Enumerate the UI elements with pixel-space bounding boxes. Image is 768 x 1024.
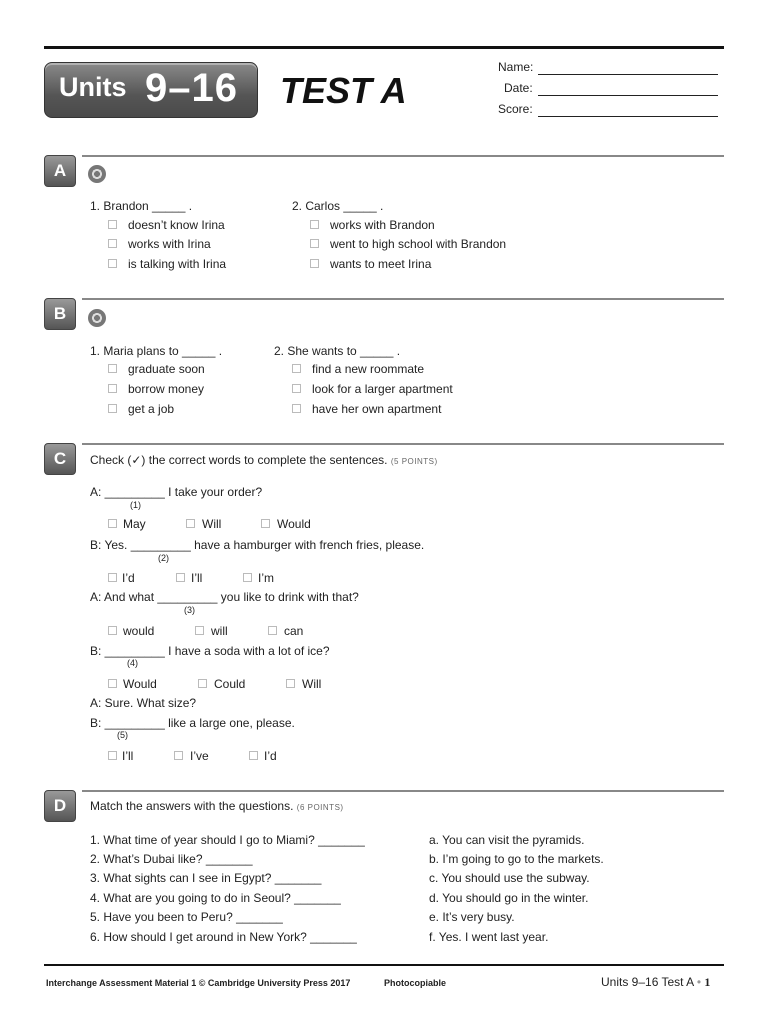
checkbox[interactable] — [310, 239, 319, 248]
checkbox[interactable] — [286, 679, 295, 688]
blank-number: (1) — [130, 500, 141, 510]
match-answer: a. You can visit the pyramids. — [429, 833, 585, 847]
option-label: I’d — [264, 749, 277, 763]
section-b-q1-stem: 1. Maria plans to _____ . — [90, 344, 223, 358]
checkbox[interactable] — [108, 220, 117, 229]
checkbox[interactable] — [108, 751, 117, 760]
footer-photocopiable: Photocopiable — [384, 978, 447, 988]
option-label: I’m — [258, 571, 274, 585]
section-c-instruction — [90, 453, 438, 467]
dialogue-line: B: _________ like a large one, please. — [90, 716, 295, 730]
match-question: 2. What’s Dubai like? _______ — [90, 852, 253, 866]
section-c-badge: C — [44, 443, 76, 475]
option-label: look for a larger apartment — [312, 382, 453, 396]
match-answer: f. Yes. I went last year. — [429, 930, 549, 944]
option-label: will — [211, 624, 228, 638]
section-b-rule — [82, 298, 724, 300]
option-label: works with Irina — [128, 237, 211, 251]
section-b-badge: B — [44, 298, 76, 330]
checkbox[interactable] — [292, 364, 301, 373]
option-label: I’ll — [122, 749, 134, 763]
option-label: doesn’t know Irina — [128, 218, 225, 232]
score-label: Score: — [498, 102, 533, 116]
option-label: would — [123, 624, 155, 638]
section-c-rule — [82, 443, 724, 445]
test-title: TEST A — [280, 70, 407, 111]
section-a-rule — [82, 155, 724, 157]
option-label: May — [123, 517, 146, 531]
option-label: works with Brandon — [330, 218, 435, 232]
bullet-icon: • — [696, 975, 702, 989]
audio-icon[interactable] — [88, 309, 106, 327]
date-label: Date: — [504, 81, 533, 95]
section-b-q2-stem: 2. She wants to _____ . — [274, 344, 401, 358]
checkbox[interactable] — [186, 519, 195, 528]
checkbox[interactable] — [310, 259, 319, 268]
option-label: can — [284, 624, 304, 638]
match-answer: e. It’s very busy. — [429, 910, 515, 924]
blank-number: (4) — [127, 658, 138, 668]
match-answer: c. You should use the subway. — [429, 871, 590, 885]
option-label: I’ve — [190, 749, 209, 763]
option-label: get a job — [128, 402, 175, 416]
checkbox[interactable] — [108, 679, 117, 688]
match-answer: b. I’m going to go to the markets. — [429, 852, 604, 866]
option-label: borrow money — [128, 382, 205, 396]
option-label: is talking with Irina — [128, 257, 227, 271]
checkbox[interactable] — [108, 573, 117, 582]
bottom-rule — [44, 964, 724, 966]
checkbox[interactable] — [108, 239, 117, 248]
match-question: 1. What time of year should I go to Miami? _______ — [90, 833, 365, 847]
checkbox[interactable] — [249, 751, 258, 760]
section-a-q2-stem: 2. Carlos _____ . — [292, 199, 384, 213]
option-label: Would — [277, 517, 311, 531]
instruction-text: Match the answers with the questions. — [90, 799, 294, 813]
blank-number: (3) — [184, 605, 195, 615]
dialogue-line: B: Yes. _________ have a hamburger with french fries, please. — [90, 538, 425, 552]
section-d-rule — [82, 790, 724, 792]
checkbox[interactable] — [108, 519, 117, 528]
section-d-instruction — [90, 799, 344, 813]
checkbox[interactable] — [108, 384, 117, 393]
dialogue-line: A: Sure. What size? — [90, 696, 197, 710]
footer-test-name: Units 9–16 Test A — [601, 975, 694, 989]
option-label: Will — [202, 517, 222, 531]
dialogue-line: A: _________ I take your order? — [90, 485, 263, 499]
footer-copyright: Interchange Assessment Material 1 © Cambridge University Press 2017 — [46, 978, 351, 988]
instruction-text: Check (✓) the correct words to complete the sentences. — [90, 453, 388, 467]
checkbox[interactable] — [108, 259, 117, 268]
checkbox[interactable] — [108, 404, 117, 413]
checkbox[interactable] — [292, 404, 301, 413]
checkbox[interactable] — [243, 573, 252, 582]
checkbox[interactable] — [176, 573, 185, 582]
top-rule — [44, 46, 724, 49]
match-question: 3. What sights can I see in Egypt? _______ — [90, 871, 322, 885]
points-label: (5 POINTS) — [390, 457, 438, 466]
option-label: went to high school with Brandon — [330, 237, 507, 251]
option-label: Will — [302, 677, 322, 691]
match-question: 5. Have you been to Peru? _______ — [90, 910, 283, 924]
dialogue-line: B: _________ I have a soda with a lot of ice? — [90, 644, 330, 658]
option-label: I’d — [122, 571, 135, 585]
blank-number: (5) — [117, 730, 128, 740]
checkbox[interactable] — [261, 519, 270, 528]
option-label: I’ll — [191, 571, 203, 585]
section-a-badge: A — [44, 155, 76, 187]
dialogue-line: A: And what _________ you like to drink with that? — [90, 590, 359, 604]
match-answer: d. You should go in the winter. — [429, 891, 589, 905]
checkbox[interactable] — [174, 751, 183, 760]
option-label: find a new roommate — [312, 362, 425, 376]
footer-test-label — [601, 975, 710, 990]
units-range: 9–16 — [145, 66, 238, 110]
points-label: (6 POINTS) — [296, 803, 344, 812]
checkbox[interactable] — [195, 626, 204, 635]
checkbox[interactable] — [268, 626, 277, 635]
audio-icon[interactable] — [88, 165, 106, 183]
name-field[interactable] — [538, 74, 718, 75]
checkbox[interactable] — [108, 626, 117, 635]
match-question: 4. What are you going to do in Seoul? _______ — [90, 891, 341, 905]
score-field[interactable] — [538, 116, 718, 117]
date-field[interactable] — [538, 95, 718, 96]
units-badge — [44, 62, 258, 118]
option-label: Could — [214, 677, 246, 691]
checkbox[interactable] — [108, 364, 117, 373]
section-d-badge: D — [44, 790, 76, 822]
checkbox[interactable] — [310, 220, 319, 229]
option-label: have her own apartment — [312, 402, 442, 416]
checkbox[interactable] — [198, 679, 207, 688]
units-word: Units — [59, 72, 127, 102]
name-label: Name: — [498, 60, 534, 74]
blank-number: (2) — [158, 553, 169, 563]
section-a-q1-stem: 1. Brandon _____ . — [90, 199, 193, 213]
option-label: Would — [123, 677, 157, 691]
option-label: wants to meet Irina — [330, 257, 432, 271]
option-label: graduate soon — [128, 362, 205, 376]
checkbox[interactable] — [292, 384, 301, 393]
page-number: 1 — [704, 975, 711, 989]
match-question: 6. How should I get around in New York? _______ — [90, 930, 357, 944]
